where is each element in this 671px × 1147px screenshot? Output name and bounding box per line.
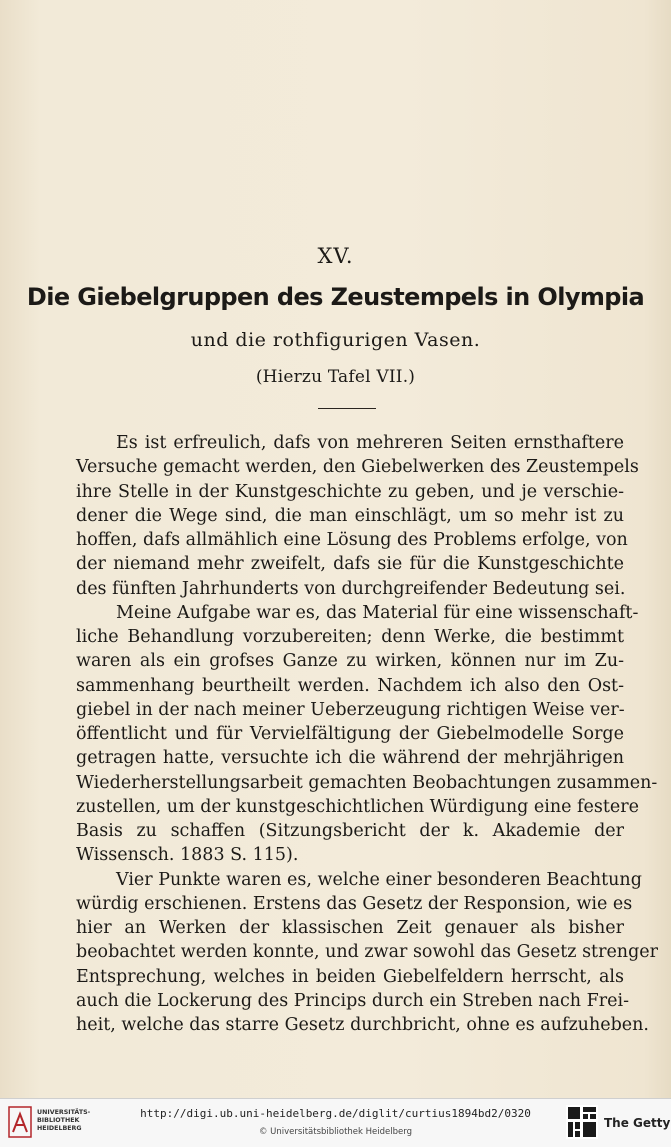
text-line: sammenhang beurtheilt werden. Nachdem ich also den Ost-	[76, 675, 624, 696]
text-line: des fünften Jahrhunderts von durchgreifender Bedeutung sei.	[76, 578, 626, 599]
text-line: Versuche gemacht werden, den Giebelwerken des Zeustempels	[76, 457, 639, 478]
subtitle: und die rothfigurigen Vasen.	[190, 329, 481, 351]
text-line: hoffen, dafs allmählich eine Lösung des Problems erfolge, von	[76, 530, 628, 550]
footer-bar	[0, 1098, 671, 1147]
text-line: Wissensch. 1883 S. 115).	[76, 845, 299, 866]
text-line: heit, welche das starre Gesetz durchbricht, ohne es aufzuheben.	[76, 1015, 649, 1035]
body-text	[76, 431, 659, 1037]
text-line: liche Behandlung vorzubereiten; denn Werke, die bestimmt	[76, 627, 624, 647]
page-title: Die Giebelgruppen des Zeustempels in Olympia	[26, 283, 645, 311]
library-name-line: BIBLIOTHEK	[37, 1117, 80, 1124]
sponsor-name: The Getty	[604, 1116, 671, 1130]
text-line: Meine Aufgabe war es, das Material für eine wissenschaft-	[116, 602, 639, 623]
text-line: würdig erschienen. Erstens das Gesetz der Responsion, wie es	[76, 893, 633, 914]
text-line: öffentlicht und für Vervielfältigung der Giebelmodelle Sorge	[76, 724, 624, 744]
text-line: Vier Punkte waren es, welche einer besonderen Beachtung	[116, 869, 642, 890]
text-line: waren als ein grofses Ganze zu wirken, können nur im Zu-	[76, 651, 624, 672]
text-line: dener die Wege sind, die man einschlägt, um so mehr ist zu	[76, 505, 624, 526]
plate-reference: (Hierzu Tafel VII.)	[255, 367, 416, 387]
chapter-number: XV.	[317, 244, 354, 268]
library-name-line: UNIVERSITÄTS-	[37, 1109, 91, 1116]
text-line: zustellen, um der kunstgeschichtlichen Würdigung eine festere	[76, 796, 639, 817]
copyright-notice: © Universitätsbibliothek Heidelberg	[258, 1127, 412, 1137]
text-line: Wiederherstellungsarbeit gemachten Beobachtungen zusammen-	[76, 772, 658, 793]
text-line: beobachtet werden konnte, und zwar sowohl das Gesetz strenger	[76, 942, 659, 963]
text-line: Es ist erfreulich, dafs von mehreren Seiten ernsthaftere	[116, 433, 624, 453]
text-line: giebel in der nach meiner Ueberzeugung richtigen Weise ver-	[76, 699, 625, 720]
source-url-link[interactable]: http://digi.ub.uni-heidelberg.de/diglit/curtius1894bd2/0320	[140, 1107, 531, 1120]
text-line: der niemand mehr zweifelt, dafs sie für die Kunstgeschichte	[76, 554, 624, 575]
text-line: Basis zu schaffen (Sitzungsbericht der k. Akademie der	[76, 821, 624, 841]
text-line: getragen hatte, versuchte ich die während der mehrjährigen	[76, 748, 624, 769]
text-line: ihre Stelle in der Kunstgeschichte zu geben, und je verschie-	[76, 481, 624, 502]
text-line: auch die Lockerung des Princips durch ein Streben nach Frei-	[76, 990, 630, 1011]
getty-logo-icon[interactable]	[566, 1105, 598, 1139]
text-line: Entsprechung, welches in beiden Giebelfeldern herrscht, als	[76, 966, 624, 987]
title-divider	[318, 408, 376, 409]
library-name-line: HEIDELBERG	[37, 1125, 82, 1132]
text-line: hier an Werken der klassischen Zeit genauer als bisher	[76, 918, 624, 938]
